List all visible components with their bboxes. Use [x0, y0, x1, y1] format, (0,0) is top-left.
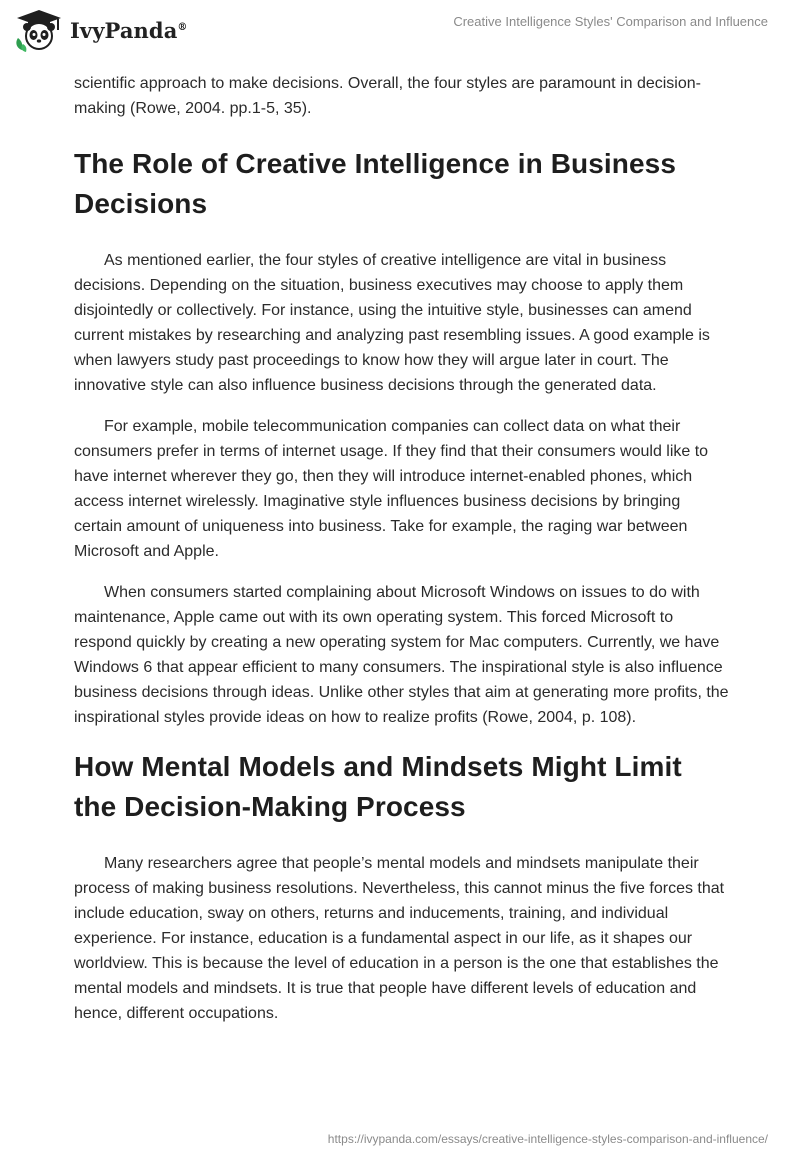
- paragraph: Many researchers agree that people’s mental models and mindsets manipulate their process of making business resolutions. Nevertheless, this cannot minus the five forces that include education, sway on others, returns and inducements, training, and individual experience. For instance, education is a fundamental aspect in our life, as it shapes our worldview. This is because the level of education in a person is the one that establishes the mental models and mindsets. It is true that people have different levels of education and hence, different occupations.: [74, 855, 725, 1022]
- logo-text: IvyPanda®: [70, 17, 188, 43]
- essay-content: [74, 71, 730, 1026]
- paragraph: As mentioned earlier, the four styles of creative intelligence are vital in business decisions. Depending on the situation, business executives may choose to apply them disjointedly or collectively. For instance, using the intuitive style, businesses can amend current mistakes by researching and analyzing past resembling issues. A good example is when lawyers study past proceedings to know how they will argue later in court. The innovative style can also influence business decisions through the generated data.: [74, 252, 710, 394]
- panda-graduate-icon: [14, 8, 64, 52]
- page-header: [0, 0, 800, 60]
- document-title: Creative Intelligence Styles' Comparison and Influence: [453, 14, 768, 29]
- ivypanda-logo[interactable]: [14, 8, 188, 52]
- source-url[interactable]: https://ivypanda.com/essays/creative-intelligence-styles-comparison-and-influence/: [327, 1132, 768, 1146]
- paragraph: For example, mobile telecommunication companies can collect data on what their consumers prefer in terms of internet usage. If they find that their consumers would like to have internet wherever they go, then they will introduce internet-enabled phones, which access internet wirelessly. Imaginative style influences business decisions by bringing certain amount of uniqueness into business. Take for example, the raging war between Microsoft and Apple.: [74, 418, 709, 560]
- intro-paragraph: scientific approach to make decisions. Overall, the four styles are paramount in decision-making (Rowe, 2004. pp.1-5, 35).: [74, 75, 701, 117]
- section-heading-creative-intelligence: The Role of Creative Intelligence in Business Decisions: [74, 148, 676, 219]
- paragraph: When consumers started complaining about Microsoft Windows on issues to do with maintenance, Apple came out with its own operating system. This forced Microsoft to respond quickly by creating a new operating system for Mac computers. Currently, we have Windows 6 that appear efficient to many consumers. The inspirational style is also influence business decisions through ideas. Unlike other styles that aim at generating more profits, the inspirational styles provide ideas on how to realize profits (Rowe, 2004, p. 108).: [74, 584, 729, 726]
- section-heading-mental-models: How Mental Models and Mindsets Might Limit the Decision-Making Process: [74, 751, 682, 822]
